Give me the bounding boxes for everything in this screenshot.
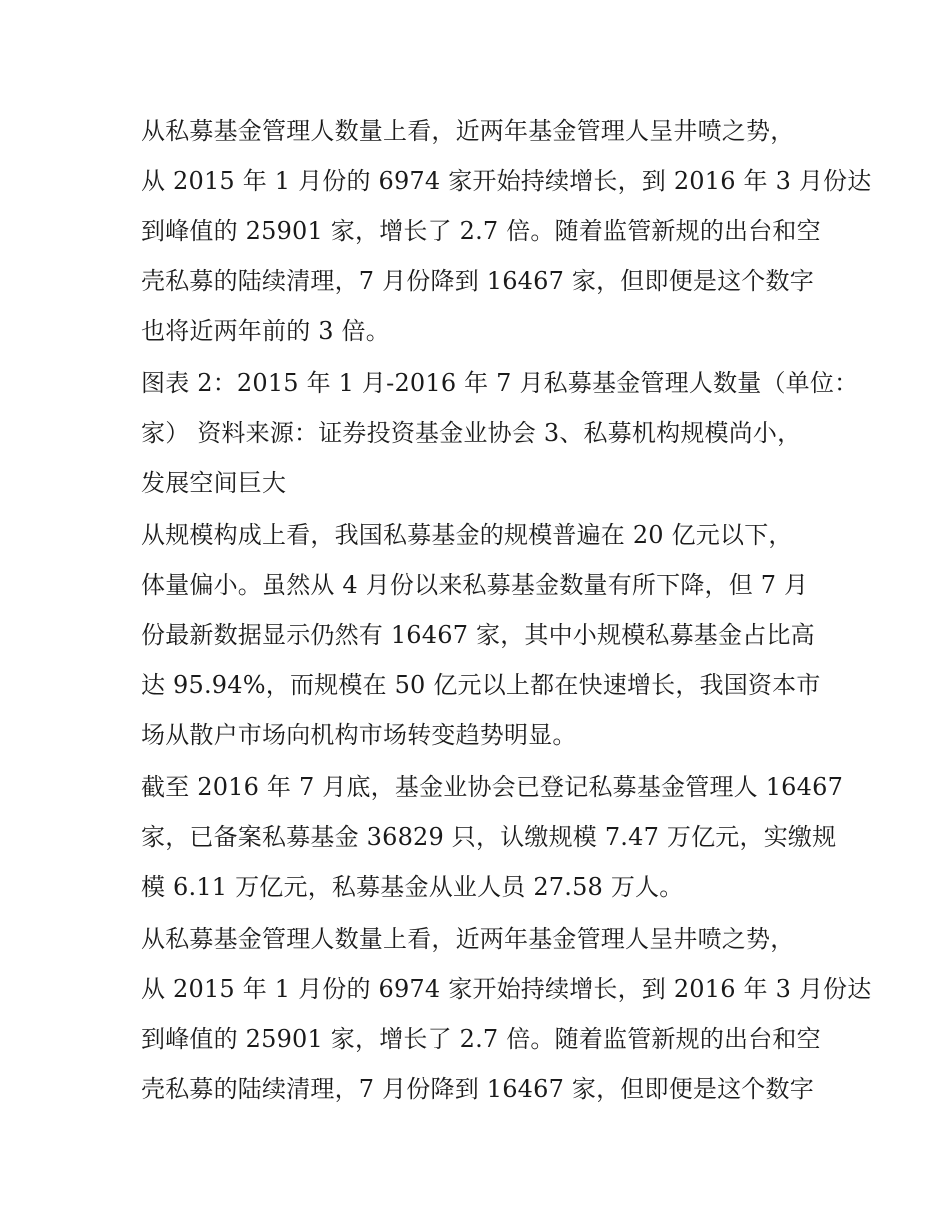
- paragraph-2-line-4: 达 95.94%，而规模在 50 亿元以上都在快速增长，我国资本市: [141, 671, 821, 699]
- paragraph-3-line-2: 家，已备案私募基金 36829 只，认缴规模 7.47 万亿元，实缴规: [141, 823, 837, 851]
- paragraph-3-line-3: 模 6.11 万亿元，私募基金从业人员 27.58 万人。: [141, 873, 684, 901]
- paragraph-4-line-1: 从私募基金管理人数量上看，近两年基金管理人呈井喷之势，: [141, 925, 795, 953]
- paragraph-2-line-3: 份最新数据显示仍然有 16467 家，其中小规模私募基金占比高: [141, 621, 815, 649]
- figure-caption-line-1: 图表 2：2015 年 1 月-2016 年 7 月私募基金管理人数量（单位：: [141, 369, 859, 397]
- paragraph-4-line-2: 从 2015 年 1 月份的 6974 家开始持续增长，到 2016 年 3 月份达: [141, 975, 872, 1003]
- paragraph-1-line-1: 从私募基金管理人数量上看，近两年基金管理人呈井喷之势，: [141, 117, 795, 145]
- paragraph-1-line-4: 壳私募的陆续清理，7 月份降到 16467 家，但即便是这个数字: [141, 267, 814, 295]
- paragraph-2-line-5: 场从散户市场向机构市场转变趋势明显。: [141, 721, 577, 749]
- paragraph-4-line-3: 到峰值的 25901 家，增长了 2.7 倍。随着监管新规的出台和空: [141, 1025, 821, 1053]
- paragraph-3-line-1: 截至 2016 年 7 月底，基金业协会已登记私募基金管理人 16467: [141, 773, 844, 801]
- paragraph-1-line-2: 从 2015 年 1 月份的 6974 家开始持续增长，到 2016 年 3 月份达: [141, 167, 872, 195]
- paragraph-2-line-2: 体量偏小。虽然从 4 月份以来私募基金数量有所下降，但 7 月: [141, 571, 809, 599]
- paragraph-2-line-1: 从规模构成上看，我国私募基金的规模普遍在 20 亿元以下，: [141, 521, 793, 549]
- section-heading: 发展空间巨大: [141, 469, 287, 497]
- paragraph-1-line-5: 也将近两年前的 3 倍。: [141, 317, 390, 345]
- figure-caption-line-2: 家） 资料来源：证券投资基金业协会 3、私募机构规模尚小，: [141, 419, 802, 447]
- paragraph-4-line-4: 壳私募的陆续清理，7 月份降到 16467 家，但即便是这个数字: [141, 1075, 814, 1103]
- paragraph-1-line-3: 到峰值的 25901 家，增长了 2.7 倍。随着监管新规的出台和空: [141, 217, 821, 245]
